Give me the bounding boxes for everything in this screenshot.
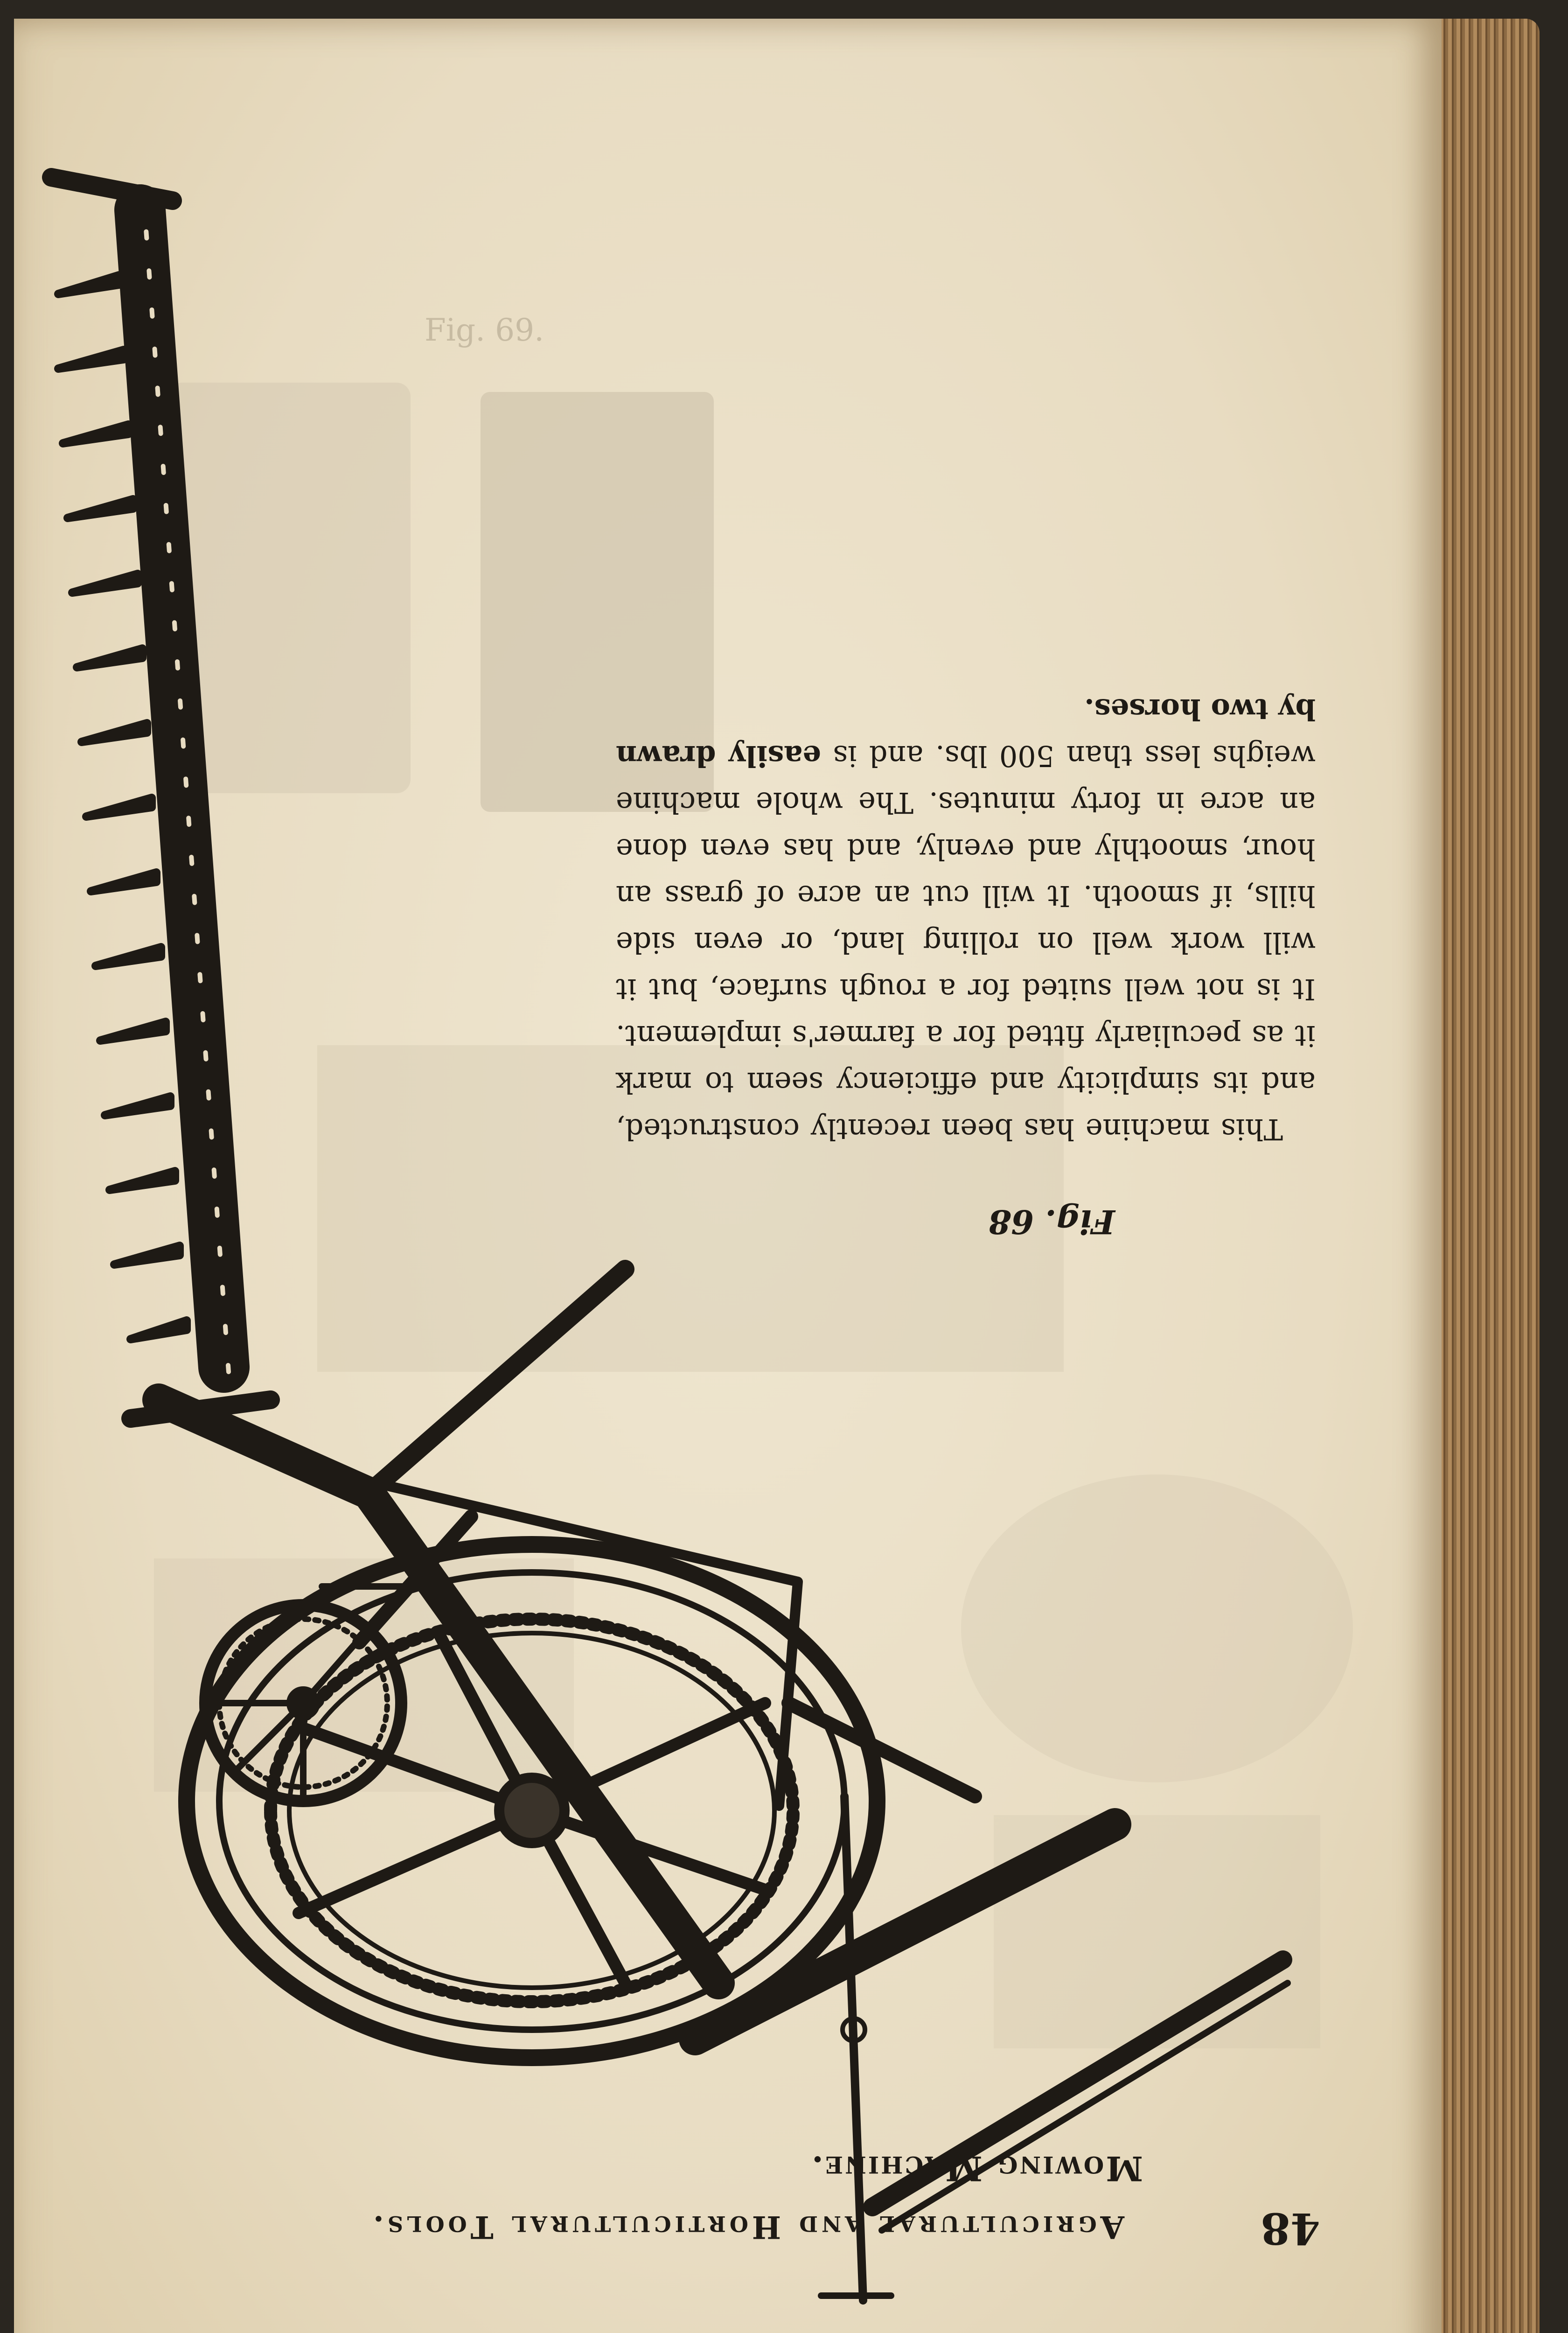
figure-label: Fig. 68	[988, 1202, 1115, 1241]
book-page-edges	[1437, 19, 1540, 2333]
body-paragraph: This machine has been recently constructed, and its simplicity and efficiency seem to mark it as peculiarly fitted for a farmer's implement. It is not well suited for a rough surface, but it will work well on rolling land, or even side hills, if smooth. It will cut an acre of grass an hour, smoothly and evenly, and has even done an acre in forty minutes. The whole machine weighs less than 500 lbs. and is	[616, 739, 1316, 1146]
body-paragraph-end: easily drawn by two horses.	[615, 692, 1316, 773]
figure-caption: Mowing Machine.	[809, 2149, 1143, 2188]
upside-down-page-content	[14, 19, 1442, 2333]
bleed-through-label: Fig. 69.	[425, 312, 544, 348]
running-head	[126, 2198, 1320, 2254]
page-number: 48	[1260, 2203, 1320, 2254]
book-page	[14, 19, 1442, 2333]
body-text	[616, 686, 1316, 1153]
mowing-machine-engraving	[14, 19, 1442, 2333]
running-head-title: Agricultural and Horticultural Tools.	[369, 2209, 1124, 2245]
